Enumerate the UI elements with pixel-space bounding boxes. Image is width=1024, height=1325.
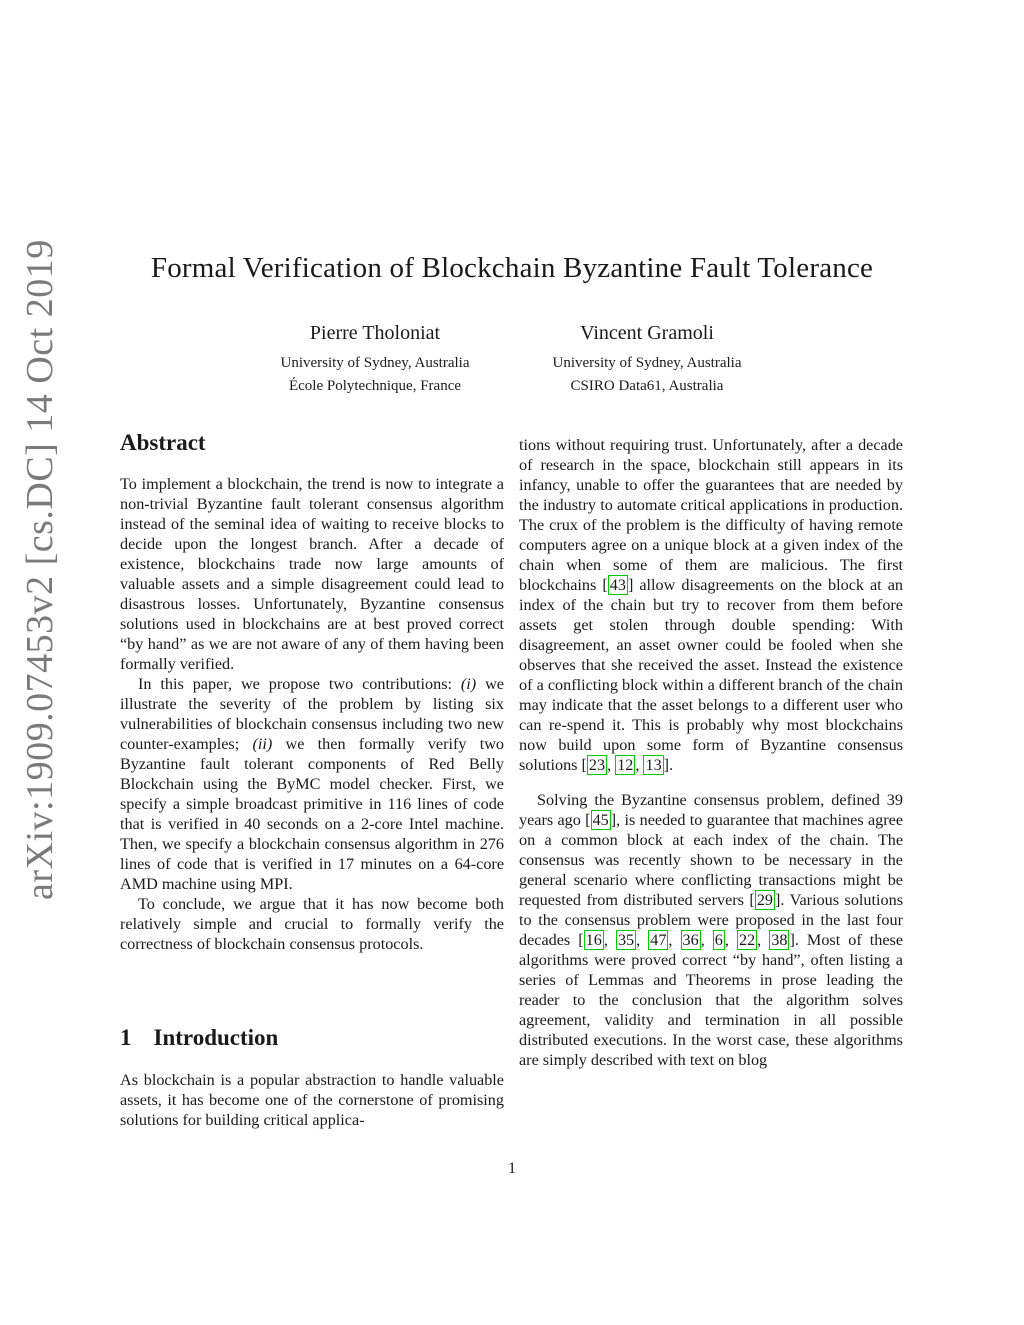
citation-link[interactable]: 13: [645, 756, 662, 774]
arxiv-stamp: arXiv:1909.07453v2 [cs.DC] 14 Oct 2019: [19, 239, 61, 900]
author-affiliation: University of Sydney, Australia: [280, 355, 470, 371]
citation-link[interactable]: 23: [588, 756, 606, 774]
citation-link[interactable]: 38: [771, 931, 788, 949]
citation-link[interactable]: 16: [585, 931, 602, 949]
body-paragraph: tions without requiring trust. Unfortunately, after a decade of research in the space, blockchain still appears in its infancy, unable to offer the guarantees that are needed by the industry to automate critical applications in production. The crux of the problem is the difficulty of having remote computers agree on a unique block at a given index of the chain when some of them are malicious. The first blockchains [ 43 ] allow disagreements on the block at an index of the chain but try to recover from them before assets get stolen through double spending: With disagreement, an asset owner could be fooled when she observes that she received the asset. Instead the existence of a conflicting block within a different branch of the chain may indicate that the asset belongs to a different user who can re-spend it. This is probably why most blockchains now build upon some form of Byzantine consensus solutions [ 23 , 12 , 13 ].: [519, 436, 903, 774]
citation-link[interactable]: 22: [738, 931, 756, 949]
citation-link[interactable]: 47: [650, 931, 667, 949]
citation-link[interactable]: 6: [714, 931, 723, 949]
citation-link[interactable]: 12: [617, 756, 634, 774]
author-block-1: [225, 320, 525, 398]
author-affiliation: University of Sydney, Australia: [552, 355, 742, 371]
page-number: 1: [508, 1160, 516, 1177]
abstract-body: [120, 474, 504, 954]
abstract-heading: Abstract: [120, 430, 206, 455]
author-name: Vincent Gramoli: [580, 322, 714, 344]
abstract-paragraph: In this paper, we propose two contributions: (i) we illustrate the severity of the problem by listing six vulnerabilities of blockchain consensus including two new counter-examples; (ii) we then formally verify two Byzantine fault tolerant components of Red Belly Blockchain using the ByMC model checker. First, we specify a simple broadcast primitive in 116 lines of code that is verified in 40 seconds on a 2-core Intel machine. Then, we specify a blockchain consensus algorithm in 276 lines of code that is verified in 17 minutes on a 64-core AMD machine using MPI.: [120, 675, 504, 893]
body-paragraph: Solving the Byzantine consensus problem, defined 39 years ago [ 45 ], is needed to guarantee that machines agree on a common block at each index of the chain. The consensus was recently shown to be necessary in the general scenario where conflicting transactions might be requested from distributed servers [ 29 ]. Various solutions to the consensus problem were proposed in the last four decades [ 16 , 35 , 47 , 36 , 6 , 22 , 38 ]. Most of these algorithms were proved correct “by hand”, often listing a series of Lemmas and Theorems in prose leading the reader to the conclusion that the algorithm solves agreement, validity and termination in all possible distributed executions. In the worst case, these algorithms are simply described with text on blog: [519, 791, 904, 1069]
citation-link[interactable]: 35: [617, 931, 635, 949]
citation-link[interactable]: 45: [592, 811, 609, 829]
abstract-paragraph: To conclude, we argue that it has now become both relatively simple and crucial to formally verify the correctness of blockchain consensus protocols.: [120, 895, 504, 953]
citation-link[interactable]: 43: [609, 576, 626, 594]
citation-link[interactable]: 36: [682, 931, 699, 949]
intro-paragraph: As blockchain is a popular abstraction to handle valuable assets, it has become one of the cornerstone of promising solutions for building critical applica-: [120, 1071, 504, 1129]
author-affiliation: CSIRO Data61, Australia: [570, 378, 724, 394]
intro-body: [120, 1070, 504, 1130]
abstract-paragraph: To implement a blockchain, the trend is now to integrate a non-trivial Byzantine fault tolerant consensus algorithm instead of the seminal idea of waiting to receive blocks to decide upon the longest branch. After a decade of existence, blockchains trade now large amounts of valuable assets and a simple disagreement could lead to disastrous losses. Unfortunately, Byzantine consensus solutions used in blockchains are at best proved correct “by hand” as we are not aware of any of them having been formally verified.: [120, 475, 504, 673]
author-name: Pierre Tholoniat: [309, 322, 441, 344]
author-affiliation: École Polytechnique, France: [288, 378, 462, 394]
author-block-2: [497, 320, 797, 398]
right-column-body: [519, 435, 903, 1070]
citation-link[interactable]: 29: [756, 891, 773, 909]
section-heading-introduction: 1 Introduction: [120, 1025, 279, 1050]
paper-title: Formal Verification of Blockchain Byzantine Fault Tolerance: [150, 252, 874, 284]
